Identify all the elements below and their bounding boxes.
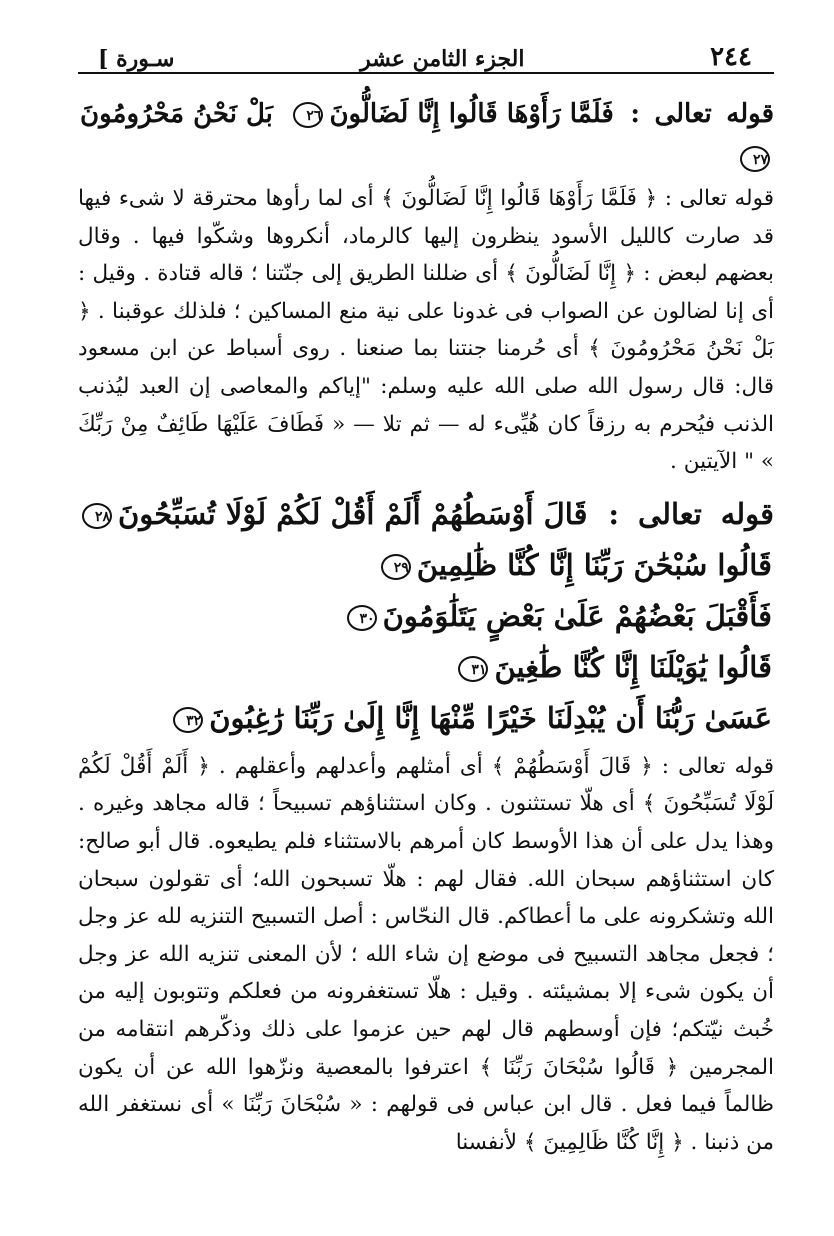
verse-number-marker: ٢٨: [82, 503, 112, 529]
verse-intro: قوله تعالى :: [608, 496, 774, 531]
verse-text: قَالَ أَوْسَطُهُمْ أَلَمْ أَقُلْ لَكُمْ لَوْلَا تُسَبِّحُونَ: [118, 496, 588, 531]
running-title: الجزء الثامن عشر: [360, 46, 525, 72]
verse-text: فَأَقْبَلَ بَعْضُهُمْ عَلَىٰ بَعْضٍ يَتَلَٰوَمُونَ: [382, 598, 772, 633]
page-header: [78, 28, 774, 70]
page-body: [78, 92, 774, 1161]
verse-text: قَالُوا سُبْحَٰنَ رَبِّنَا إِنَّا كُنَّا ظَٰلِمِينَ: [416, 547, 772, 582]
verse-number-marker: ٢٩: [381, 554, 411, 580]
surah-label: سـورة ]: [98, 46, 175, 72]
header-rule: [78, 72, 774, 74]
commentary-paragraph: قوله تعالى : ﴿ فَلَمَّا رَأَوْهَا قَالُوا إِنَّا لَضَالُّونَ ﴾ أى لما رأوها محترقة لا شىء فيها قد صارت كالليل الأسود ينظرون إليها كالرماد، أنكروها وشكّوا فيها . وقال بعضهم لبعض : ﴿ إِنَّا لَضَالُّونَ ﴾ أى ضللنا الطريق إلى جنّتنا ؛ قاله قتادة . وقيل : أى إنا لضالون عن الصواب فى غدونا على نية منع المساكين ؛ فلذلك عوقبنا . ﴿ بَلْ نَحْنُ مَحْرُومُونَ ﴾ أى حُرمنا جنتنا بما صنعنا . روى أسباط عن ابن مسعود قال: قال رسول الله صلى الله عليه وسلم: "إياكم والمعاصى إن العبد ليُذنب الذنب فيُحرم به رزقاً كان هُيِّىء له — ثم تلا — « فَطَافَ عَلَيْهَا طَائِفٌ مِنْ رَبِّكَ » " الآيتين .: [78, 186, 774, 475]
verse-block: [78, 489, 774, 744]
page-number: ٢٤٤: [710, 42, 752, 72]
verse-number-marker: ٢٧: [740, 146, 770, 172]
verse-block: [78, 92, 774, 180]
verse-number-marker: ٢٦: [293, 102, 323, 128]
verse-intro: قوله تعالى :: [630, 99, 774, 129]
verse-text: بَلْ نَحْنُ مَحْرُومُونَ: [80, 99, 273, 129]
commentary-paragraph: قوله تعالى : ﴿ قَالَ أَوْسَطُهُمْ ﴾ أى أمثلهم وأعدلهم وأعقلهم . ﴿ أَلَمْ أَقُلْ لَكُمْ لَوْلَا تُسَبِّحُونَ ﴾ أى هلّا تستثنون . وكان استثناؤهم تسبيحاً ؛ قاله مجاهد وغيره . وهذا يدل على أن هذا الأوسط كان أمرهم بالاستثناء فلم يطيعوه. قال أبو صالح: كان استثناؤهم سبحان الله. فقال لهم : هلّا تسبحون الله؛ أى تقولون سبحان الله وتشكرونه على ما أعطاكم. قال النحّاس : أصل التسبيح التنزيه لله عز وجل ؛ فجعل مجاهد التسبيح فى موضع إن شاء الله ؛ لأن المعنى تنزيه الله عز وجل أن يكون شىء إلا بمشيئته . وقيل : هلّا تستغفرونه من فعلكم وتتوبون إليه من خُبث نيّتكم؛ فإن أوسطهم قال لهم حين عزموا على ذلك وذكّرهم انتقامه من المجرمين ﴿ قَالُوا سُبْحَانَ رَبِّنَا ﴾ اعترفوا بالمعصية ونزّهوا الله عن أن يكون ظالماً فيما فعل . قال ابن عباس فى قولهم : « سُبْحَانَ رَبِّنَا » أى نستغفر الله من ذنبنا . ﴿ إِنَّا كُنَّا ظَالِمِينَ ﴾ لأنفسنا: [78, 753, 774, 1155]
verse-number-marker: ٣١: [458, 656, 488, 682]
verse-text: فَلَمَّا رَأَوْهَا قَالُوا إِنَّا لَضَالُّونَ: [329, 99, 614, 129]
verse-number-marker: ٣٠: [347, 605, 377, 631]
verse-number-marker: ٣٢: [173, 707, 203, 733]
verse-text: قَالُوا يَٰوَيْلَنَا إِنَّا كُنَّا طَٰغِينَ: [494, 649, 772, 684]
verse-text: عَسَىٰ رَبُّنَا أَن يُبْدِلَنَا خَيْرًا مِّنْهَا إِنَّا إِلَىٰ رَبِّنَا رَٰغِبُونَ: [209, 700, 772, 735]
